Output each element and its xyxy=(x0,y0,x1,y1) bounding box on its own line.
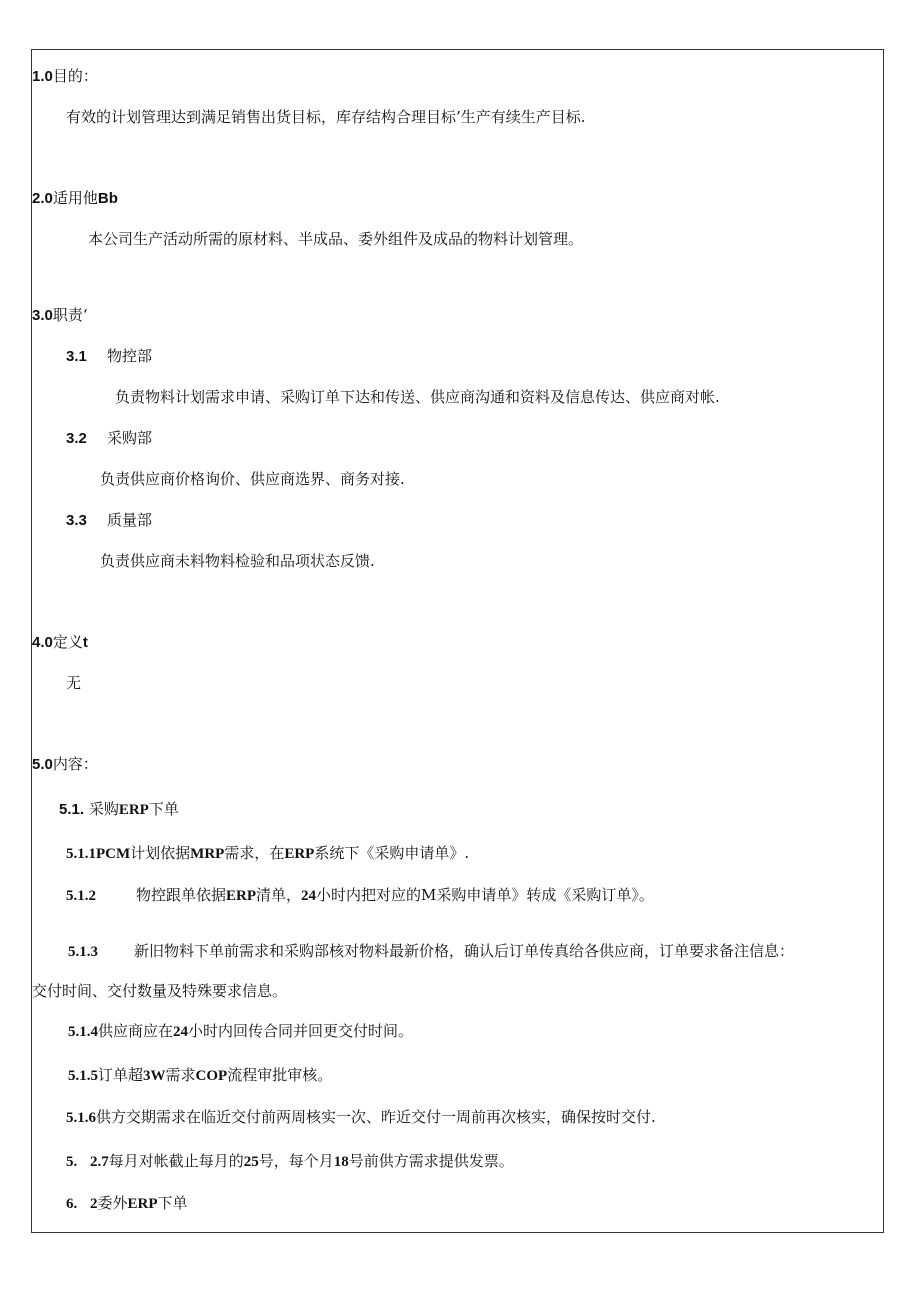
text: 计划依据 xyxy=(130,844,191,862)
section-title: 目的： xyxy=(52,67,98,85)
item-5-1-5 xyxy=(68,1065,332,1086)
item-3-1-desc: 负责物料计划需求申请、采购订单下达和传送、供应商沟通和资料及信息传达、供应商对帐. xyxy=(115,388,720,406)
text: 系统下《采购申请单》. xyxy=(314,844,470,862)
subsection-5-1 xyxy=(59,799,179,820)
text: 号，每个月 xyxy=(258,1152,334,1170)
item-number: 5.1.3 xyxy=(68,944,98,960)
item-number-a: 6. xyxy=(66,1196,78,1212)
text: 订单超 xyxy=(98,1066,144,1084)
item-number: 5.1.1 xyxy=(66,846,96,862)
section-title-suffix: Bb xyxy=(97,190,118,207)
text: 小时内回传合同并回更交付时间。 xyxy=(188,1022,414,1040)
section-title-suffix: t xyxy=(82,634,88,651)
item-5-1-2 xyxy=(66,885,654,906)
text: 清单， xyxy=(256,886,302,904)
section-number: 2.0 xyxy=(32,190,53,207)
item-number: 3.1 xyxy=(66,348,87,365)
item-5-1-3-cont: 交付时间、交付数量及特殊要求信息。 xyxy=(32,982,288,1000)
item-number-b: 2 xyxy=(90,1196,98,1212)
item-number: 3.2 xyxy=(66,430,87,447)
text: 需求 xyxy=(165,1066,196,1084)
section-4-heading xyxy=(32,632,88,653)
item-number: 5.1.5 xyxy=(68,1068,98,1084)
section-title: 内容： xyxy=(52,755,98,773)
text-bold: 3W xyxy=(143,1068,166,1084)
text-bold: ERP xyxy=(118,802,149,818)
text: 采购 xyxy=(88,800,119,818)
item-number: 5.1.6 xyxy=(66,1110,96,1126)
item-3-1-heading xyxy=(66,346,152,367)
item-number: 5.1. xyxy=(59,801,85,818)
section-number: 3.0 xyxy=(32,307,53,324)
text: 供方交期需求在临近交付前两周核实一次、昨近交付一周前再次核实，确保按时交付. xyxy=(96,1108,656,1126)
item-number-b: 2.7 xyxy=(90,1154,109,1170)
item-number: 5.1.2 xyxy=(66,888,96,904)
item-number-a: 5. xyxy=(66,1154,78,1170)
text: 下单 xyxy=(157,1194,188,1212)
document-frame xyxy=(31,49,884,1233)
item-5-1-3 xyxy=(68,941,794,962)
text: 新旧物料下单前需求和采购部核对物料最新价格，确认后订单传真给各供应商，订单要求备注信息： xyxy=(134,942,795,960)
item-3-3-desc: 负责供应商未料物料检验和品项状态反馈. xyxy=(100,552,375,570)
text-bold: 24 xyxy=(301,888,317,904)
text-bold: ERP xyxy=(226,888,257,904)
section-4-body: 无 xyxy=(66,674,82,692)
text-bold: MRP xyxy=(190,846,225,862)
section-2-heading xyxy=(32,188,118,209)
text-bold: PCM xyxy=(96,846,131,862)
text-bold: COP xyxy=(195,1068,228,1084)
department-name: 采购部 xyxy=(107,429,153,447)
text: 供应商应在 xyxy=(98,1022,174,1040)
section-number: 4.0 xyxy=(32,634,53,651)
text: 委外 xyxy=(97,1194,128,1212)
section-number: 5.0 xyxy=(32,756,53,773)
item-3-2-desc: 负责供应商价格询价、供应商选界、商务对接. xyxy=(100,470,405,488)
item-5-2-7 xyxy=(66,1151,514,1172)
text: 流程审批审核。 xyxy=(227,1066,333,1084)
item-5-1-6 xyxy=(66,1107,656,1128)
text: 下单 xyxy=(148,800,179,818)
text-bold: 18 xyxy=(333,1154,349,1170)
text: 小时内把对应的M采购申请单》转成《采购订单》。 xyxy=(316,886,654,904)
item-5-1-1 xyxy=(66,843,469,864)
department-name: 物控部 xyxy=(107,347,153,365)
item-3-3-heading xyxy=(66,510,152,531)
section-1-heading xyxy=(32,66,98,87)
section-title: 适用他 xyxy=(52,189,98,207)
text: 每月对帐截止每月的 xyxy=(108,1152,244,1170)
text-bold: ERP xyxy=(127,1196,158,1212)
text-bold: 24 xyxy=(173,1024,189,1040)
section-1-body: 有效的计划管理达到满足销售出货目标，库存结构合理目标’生产有续生产目标. xyxy=(66,108,586,126)
text-bold: 25 xyxy=(243,1154,259,1170)
subsection-6-2 xyxy=(66,1193,188,1214)
item-number: 5.1.4 xyxy=(68,1024,98,1040)
item-3-2-heading xyxy=(66,428,152,449)
section-5-heading xyxy=(32,754,98,775)
section-3-heading xyxy=(32,305,88,326)
section-number: 1.0 xyxy=(32,68,53,85)
text: 需求，在 xyxy=(224,844,285,862)
department-name: 质量部 xyxy=(107,511,153,529)
text: 物控跟单依据 xyxy=(136,886,227,904)
text-bold: ERP xyxy=(284,846,315,862)
section-title: 定义 xyxy=(52,633,83,651)
item-number: 3.3 xyxy=(66,512,87,529)
item-5-1-4 xyxy=(68,1021,413,1042)
section-2-body: 本公司生产活动所需的原材料、半成品、委外组件及成品的物料计划管理。 xyxy=(88,230,584,248)
text: 号前供方需求提供发票。 xyxy=(348,1152,514,1170)
section-title: 职责‘ xyxy=(52,306,88,324)
